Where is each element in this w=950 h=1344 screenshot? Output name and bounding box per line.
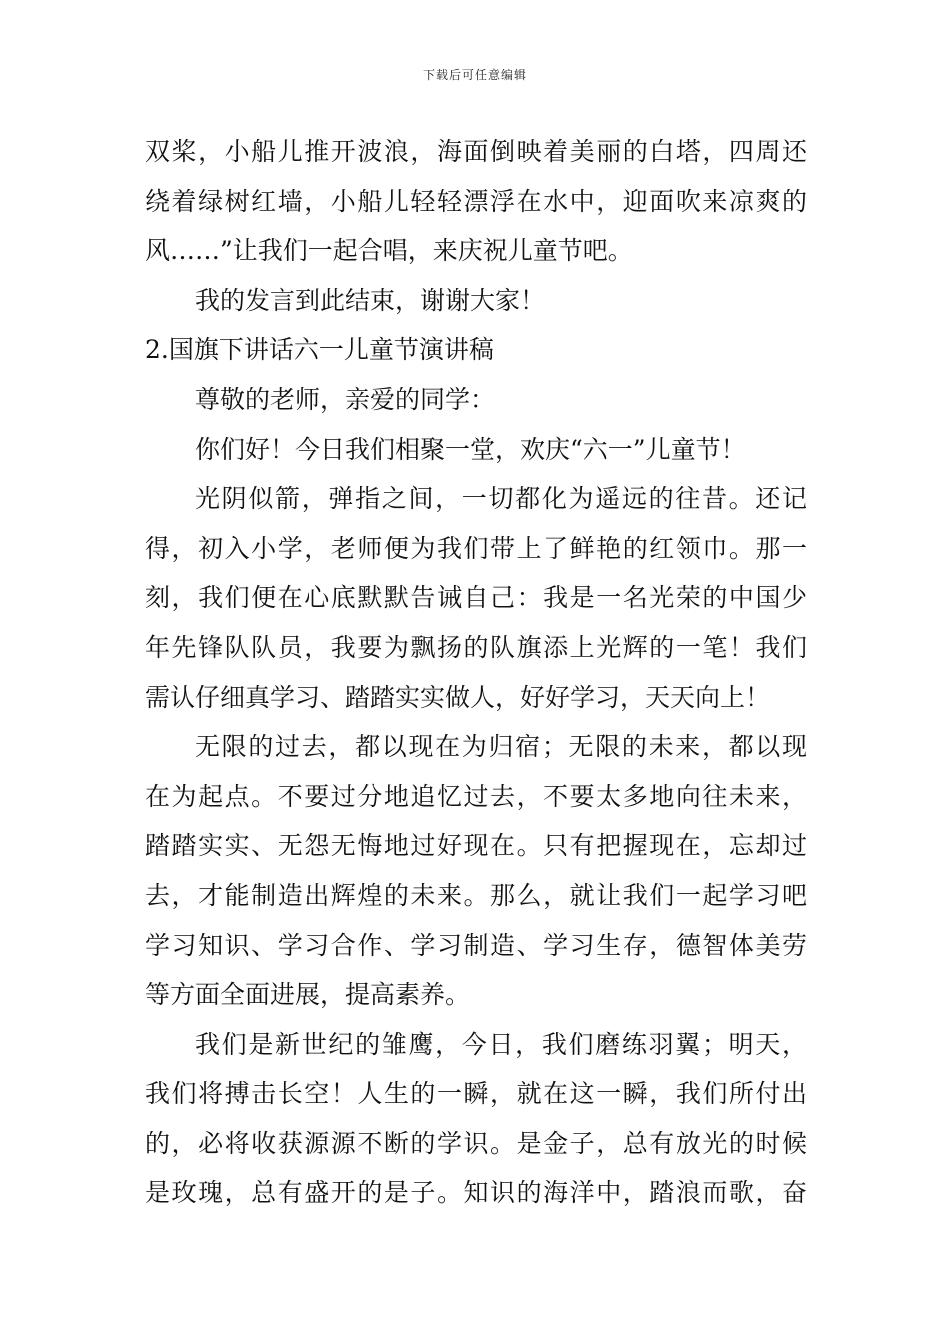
text-line: 风……”让我们一起合唱，来庆祝儿童节吧。 <box>145 236 633 266</box>
text-line: 年先锋队队员，我要为飘扬的队旗添上光辉的一笔！我们 <box>145 632 807 662</box>
text-line: 在为起点。不要过分地追忆过去，不要太多地向往未来， <box>145 781 807 811</box>
text-line: 绕着绿树红墙，小船儿轻轻漂浮在水中，迎面吹来凉爽的 <box>145 186 807 216</box>
text-line: 踏踏实实、无怨无悔地过好现在。只有把握现在，忘却过 <box>145 831 807 861</box>
text-line: 你们好！今日我们相聚一堂，欢庆“六一”儿童节！ <box>195 434 746 464</box>
text-line: 我的发言到此结束，谢谢大家！ <box>195 285 546 315</box>
document-body <box>145 127 807 1218</box>
text-line: 双桨，小船儿推开波浪，海面倒映着美丽的白塔，四周还 <box>145 137 807 166</box>
page-header-note: 下载后可任意编辑 <box>422 68 527 82</box>
text-line: 尊敬的老师，亲爱的同学： <box>195 384 496 414</box>
text-line: 2.国旗下讲话六一儿童节演讲稿 <box>145 335 494 365</box>
text-line: 得，初入小学，老师便为我们带上了鲜艳的红领巾。那一 <box>145 533 807 563</box>
text-line: 我们是新世纪的雏鹰，今日，我们磨练羽翼；明天， <box>195 1029 807 1059</box>
text-line: 刻，我们便在心底默默告诫自己：我是一名光荣的中国少 <box>145 583 807 613</box>
text-line: 是玫瑰，总有盛开的是子。知识的海洋中，踏浪而歌，奋 <box>145 1178 807 1208</box>
text-line: 光阴似箭，弹指之间，一切都化为遥远的往昔。还记 <box>195 484 807 514</box>
text-line: 学习知识、学习合作、学习制造、学习生存，德智体美劳 <box>145 930 807 960</box>
text-line: 等方面全面进展，提高素养。 <box>145 980 471 1010</box>
text-line: 我们将搏击长空！人生的一瞬，就在这一瞬，我们所付出 <box>145 1079 807 1109</box>
text-line: 需认仔细真学习、踏踏实实做人，好好学习，天天向上！ <box>145 682 771 712</box>
text-line: 的，必将收获源源不断的学识。是金子，总有放光的时候 <box>145 1128 807 1158</box>
text-line: 去，才能制造出辉煌的未来。那么，就让我们一起学习吧 <box>145 880 807 910</box>
text-line: 无限的过去，都以现在为归宿；无限的未来，都以现 <box>195 732 807 762</box>
